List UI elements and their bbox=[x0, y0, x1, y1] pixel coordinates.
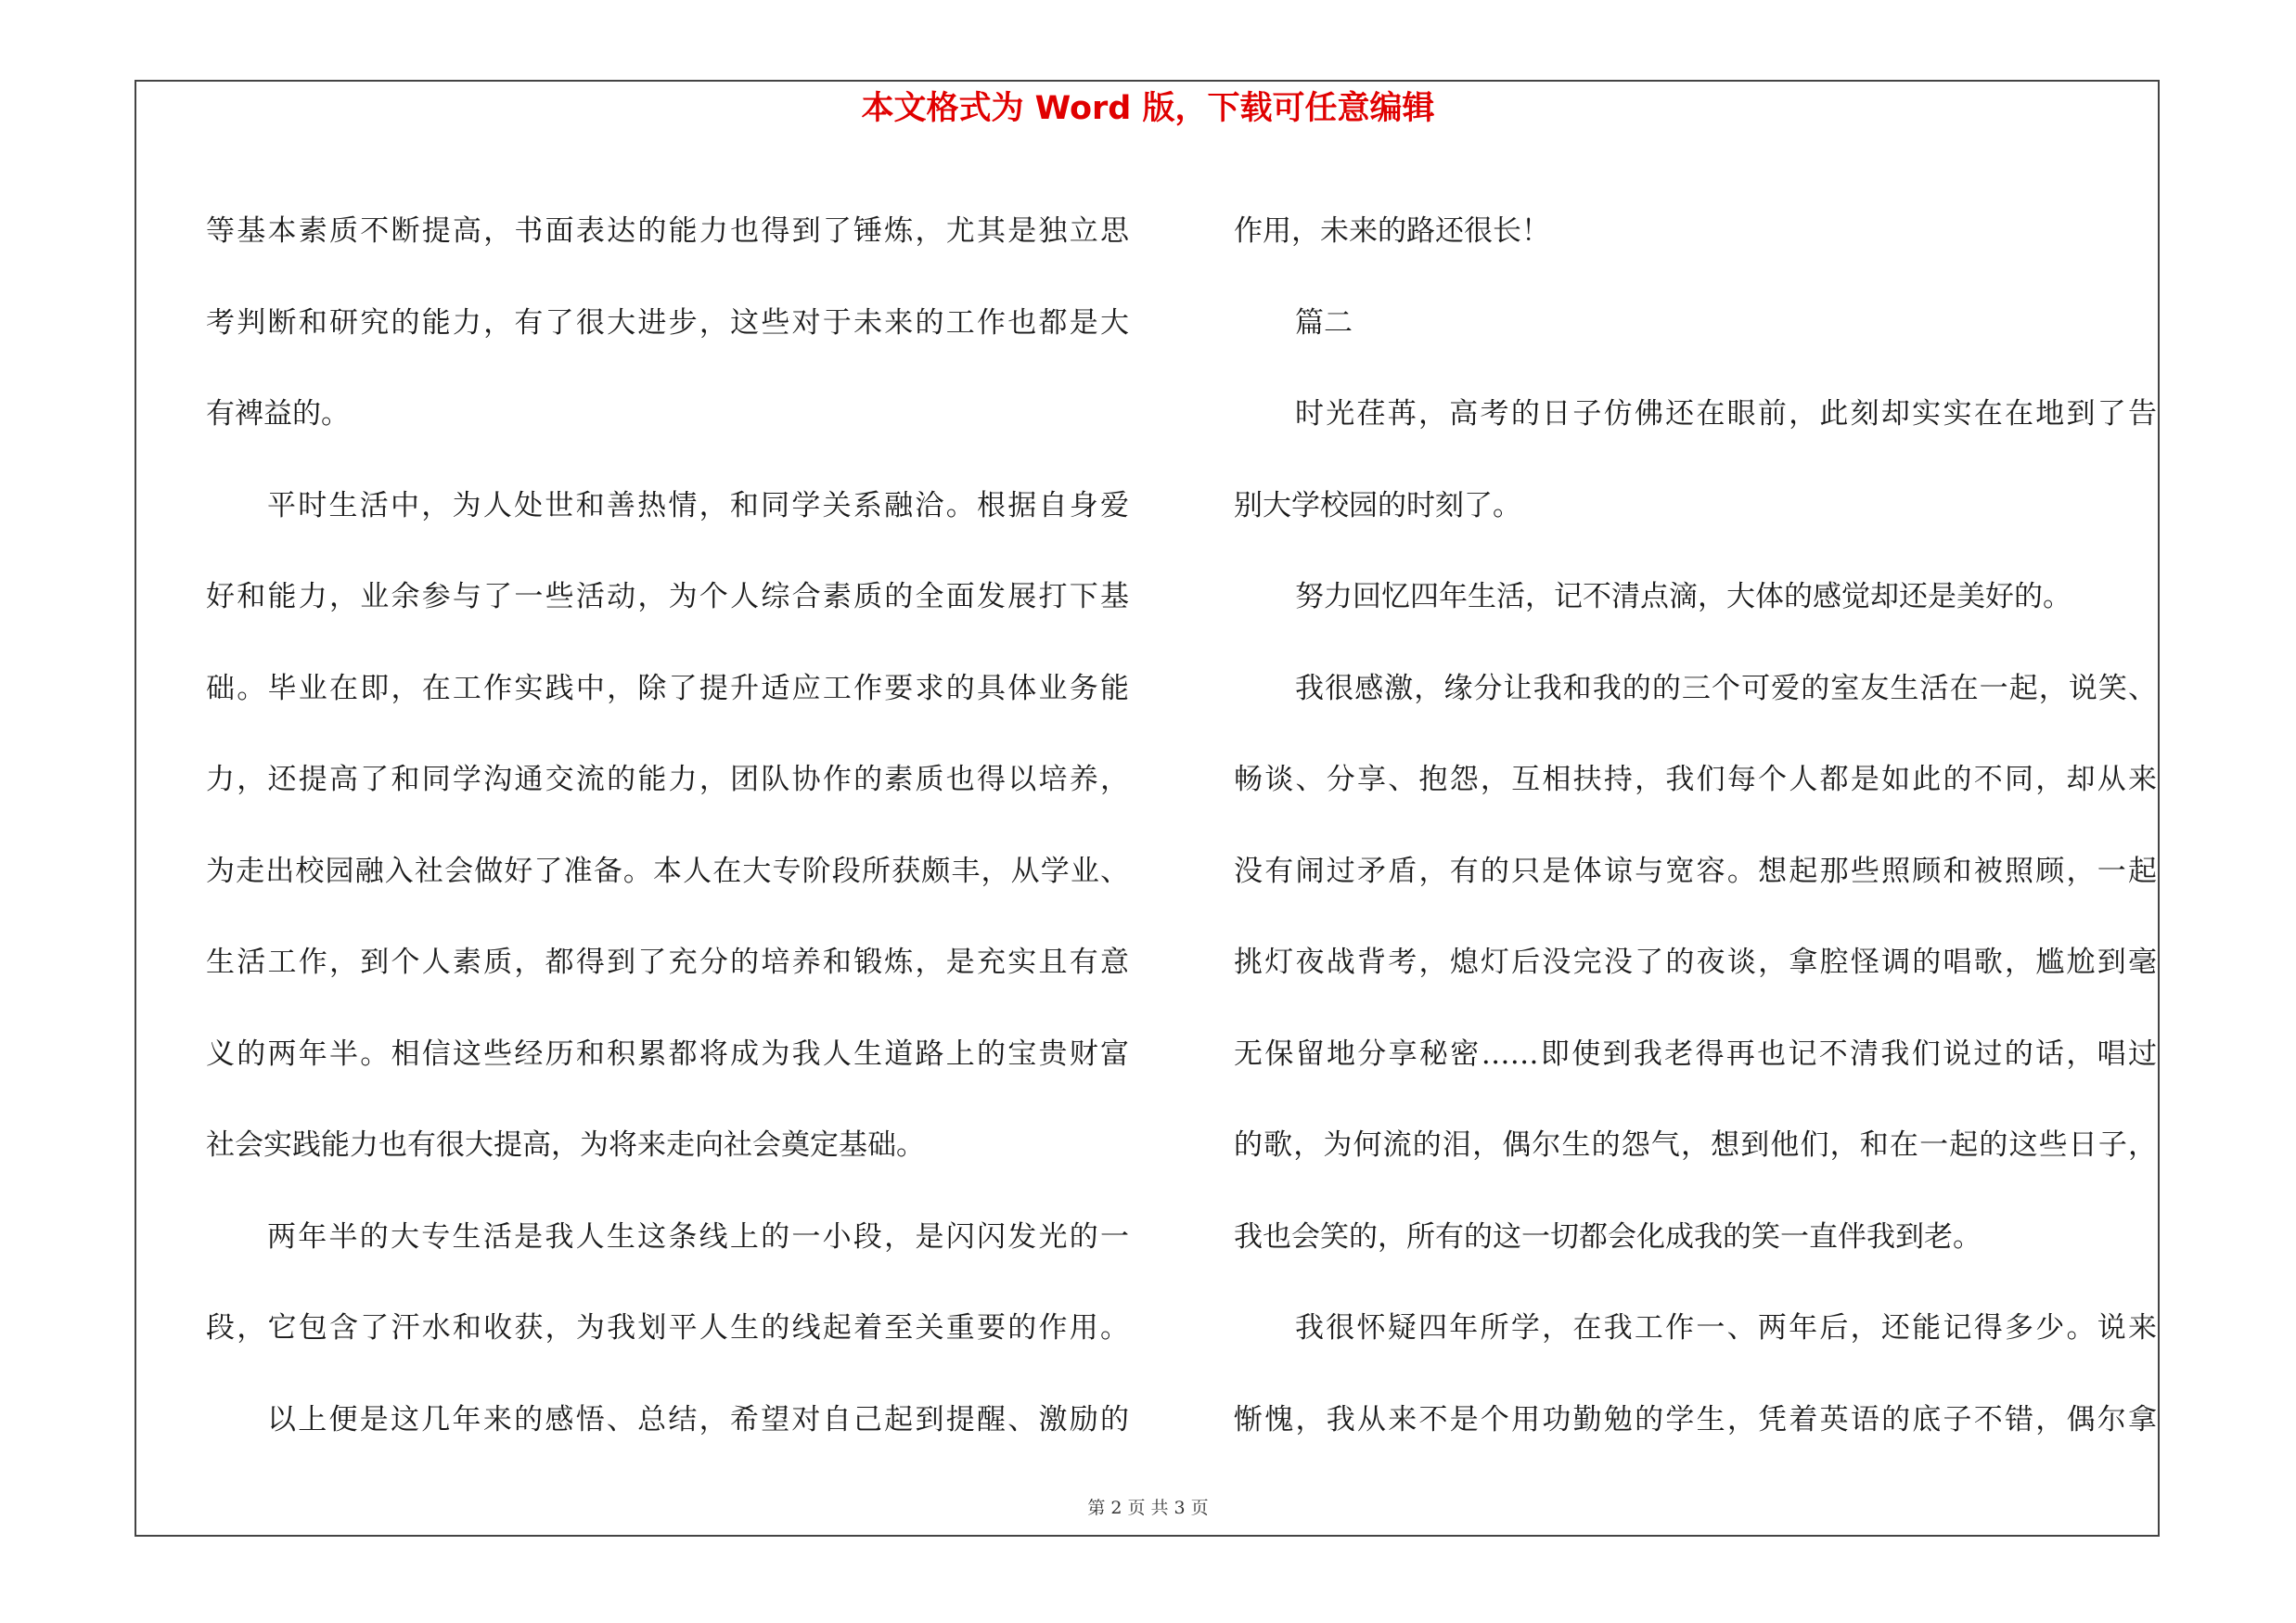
text-line: 有裨益的。 bbox=[206, 397, 350, 431]
text-line: 生活工作，到个人素质，都得到了充分的培养和锻炼，是充实且有意 bbox=[206, 946, 1129, 979]
text-line: 我也会笑的，所有的这一切都会化成我的笑一直伴我到老。 bbox=[1234, 1219, 1982, 1254]
text-line: 没有闹过矛盾，有的只是体谅与宽容。想起那些照顾和被照顾，一起 bbox=[1234, 854, 2157, 888]
text-line: 平时生活中，为人处世和善热情，和同学关系融洽。根据自身爱 bbox=[267, 488, 1129, 522]
text-line: 段，它包含了汗水和收获，为我划平人生的线起着至关重要的作用。 bbox=[206, 1311, 1129, 1345]
text-line: 的歌，为何流的泪，偶尔生的怨气，想到他们，和在一起的这些日子， bbox=[1234, 1128, 2157, 1162]
text-line: 时光荏苒，高考的日子仿佛还在眼前，此刻却实实在在地到了告 bbox=[1295, 397, 2157, 431]
text-line: 础。毕业在即，在工作实践中，除了提升适应工作要求的具体业务能 bbox=[206, 671, 1129, 705]
text-line: 等基本素质不断提高，书面表达的能力也得到了锤炼，尤其是独立思 bbox=[206, 214, 1129, 248]
text-line: 惭愧，我从来不是个用功勤勉的学生，凭着英语的底子不错，偶尔拿 bbox=[1234, 1402, 2157, 1436]
text-line: 我很怀疑四年所学，在我工作一、两年后，还能记得多少。说来 bbox=[1295, 1311, 2157, 1345]
right-text-column bbox=[1234, 186, 2157, 1465]
text-line: 作用，未来的路还很长！ bbox=[1234, 214, 1550, 248]
text-line: 社会实践能力也有很大提高，为将来走向社会奠定基础。 bbox=[206, 1128, 925, 1162]
text-line: 畅谈、分享、抱怨，互相扶持，我们每个人都是如此的不同，却从来 bbox=[1234, 763, 2157, 796]
text-line: 力，还提高了和同学沟通交流的能力，团队协作的素质也得以培养， bbox=[206, 763, 1129, 796]
document-banner: 本文格式为 Word 版，下载可任意编辑 bbox=[861, 90, 1435, 127]
text-line: 好和能力，业余参与了一些活动，为个人综合素质的全面发展打下基 bbox=[206, 580, 1129, 613]
text-line: 挑灯夜战背考，熄灯后没完没了的夜谈，拿腔怪调的唱歌，尴尬到毫 bbox=[1234, 946, 2157, 979]
text-line: 义的两年半。相信这些经历和积累都将成为我人生道路上的宝贵财富 bbox=[206, 1037, 1129, 1071]
text-line: 我很感激，缘分让我和我的的三个可爱的室友生活在一起，说笑、 bbox=[1295, 671, 2157, 705]
text-line: 两年半的大专生活是我人生这条线上的一小段，是闪闪发光的一 bbox=[267, 1219, 1129, 1254]
text-line: 别大学校园的时刻了。 bbox=[1234, 488, 1521, 522]
left-text-column bbox=[206, 186, 1129, 1465]
page-number-footer: 第 2 页 共 3 页 bbox=[1087, 1498, 1209, 1518]
text-line: 努力回忆四年生活，记不清点滴，大体的感觉却还是美好的。 bbox=[1295, 580, 2072, 613]
text-line: 篇二 bbox=[1295, 305, 1353, 340]
text-line: 为走出校园融入社会做好了准备。本人在大专阶段所获颇丰，从学业、 bbox=[206, 854, 1129, 888]
text-line: 考判断和研究的能力，有了很大进步，这些对于未来的工作也都是大 bbox=[206, 305, 1129, 340]
text-line: 无保留地分享秘密……即使到我老得再也记不清我们说过的话，唱过 bbox=[1234, 1037, 2157, 1071]
text-line: 以上便是这几年来的感悟、总结，希望对自己起到提醒、激励的 bbox=[267, 1402, 1129, 1436]
